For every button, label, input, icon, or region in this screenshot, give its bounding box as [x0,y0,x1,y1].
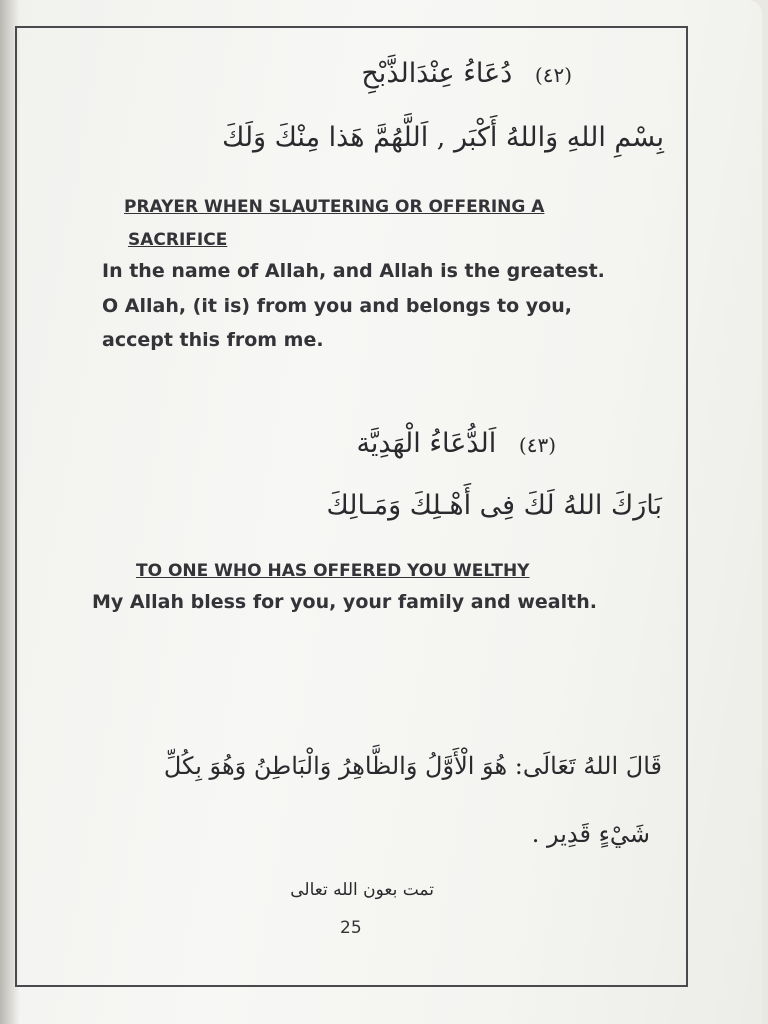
section-42-heading-line-1: PRAYER WHEN SLAUTERING OR OFFERING A [124,197,545,217]
section-42-title [361,58,572,89]
section-43-title [356,428,556,459]
section-42-translation-line-3: accept this from me. [102,329,324,351]
section-43-number: (٤٣) [518,433,556,457]
section-43-translation: My Allah bless for you, your family and wealth. [92,591,597,613]
section-42-translation-line-1: In the name of Allah, and Allah is the greatest. [102,260,605,282]
closing-verse-line-2: شَيْءٍ قَدِير . [531,820,650,848]
section-42-translation-line-2: O Allah, (it is) from you and belongs to you, [102,295,572,317]
section-42-arabic-verse: بِسْمِ اللهِ وَاللهُ أَكْبَر , اَللَّهُمَّ هَذا مِنْكَ وَلَكَ [222,122,664,153]
page-number: 25 [340,918,362,938]
colophon-text: تمت بعون الله تعالى [290,880,434,900]
section-43-arabic-verse: بَارَكَ اللهُ لَكَ فِى أَهْـلِكَ وَمَـالِكَ [326,490,662,521]
section-42-heading-line-2: SACRIFICE [128,230,228,250]
section-43-heading: TO ONE WHO HAS OFFERED YOU WELTHY [136,561,530,581]
section-43-title-arabic: اَلدُّعَاءُ الْهَدِيَّة [356,428,497,459]
section-42-title-arabic: دُعَاءُ عِنْدَالذَّبْحِ [361,58,513,89]
closing-verse-line-1: قَالَ اللهُ تَعَالَى: هُوَ الْأَوَّلُ وَالظَّاهِرُ وَالْبَاطِنُ وَهُوَ بِكُلِّ [163,752,662,780]
section-42-number: (٤٢) [534,63,572,87]
